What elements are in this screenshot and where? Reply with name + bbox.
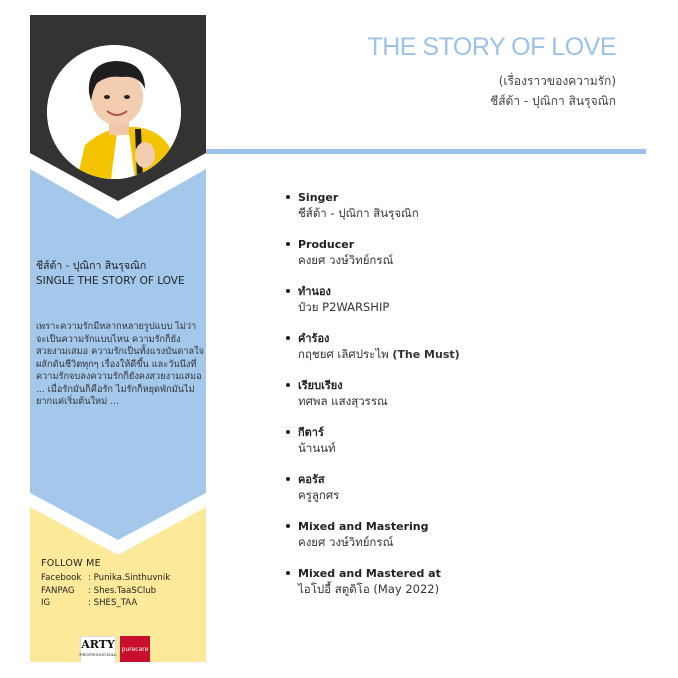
- credit-name-text: ครูลูกศร: [298, 488, 340, 502]
- follow-me-title: FOLLOW ME: [41, 558, 101, 569]
- page-title: THE STORY OF LOVE: [367, 33, 616, 61]
- credit-role: Producer: [298, 238, 355, 251]
- credit-item: [286, 285, 616, 332]
- follow-me-section: [41, 558, 201, 610]
- bullet-icon: [286, 430, 290, 434]
- credit-role: Singer: [298, 191, 339, 204]
- credit-name: [298, 581, 616, 597]
- credit-item: [286, 332, 616, 379]
- bullet-icon: [286, 242, 290, 246]
- bullet-icon: [286, 383, 290, 387]
- sidebar-artist-name: ชีส์ต้า - ปุณิกา สินรุจณิก: [36, 260, 147, 272]
- credit-name: [298, 487, 616, 503]
- artist-photo: [47, 45, 181, 179]
- credit-item: [286, 379, 616, 426]
- credit-role: คอรัส: [298, 473, 325, 486]
- credit-name: [298, 252, 616, 268]
- arty-logo-text: ARTY: [81, 638, 115, 651]
- credit-name: [298, 440, 616, 456]
- credit-name-text: ป๋วย P2WARSHIP: [298, 300, 390, 314]
- purecare-logo: [120, 636, 150, 662]
- bullet-icon: [286, 477, 290, 481]
- credit-name: [298, 346, 616, 363]
- credit-name-text: กฤชยศ เลิศประไพ: [298, 347, 389, 361]
- credits-list: [286, 191, 616, 614]
- credit-role: คำร้อง: [298, 332, 330, 345]
- follow-label: Facebook: [41, 573, 82, 583]
- follow-value: : SHES_TAA: [88, 598, 138, 608]
- follow-value: : Shes.TaaSClub: [88, 585, 157, 596]
- sidebar-description: เพราะความรักมีหลากหลายรูปแบบ ไม่ว่าจะเป็นความรักแบบไหน ความรักก็ยังสวยงามเสมอ ความรักเป็นทั้งแรงบันดาลใจ ผลักดันชีวิตทุกๆ เรื่องให้ดีขึ้น และวันนึงที่ความรักจบลงความรักก็ยังคงสวยงามเสมอ ... เมื่อรักมันก็คือรัก ไม่รักก็หยุดพักมันไม่ยากแค่เริ่มต้นใหม่ ...: [36, 321, 204, 407]
- follow-row-fanpage: [41, 585, 201, 598]
- sponsor-logos: [80, 636, 150, 662]
- credit-name-extra: (The Must): [392, 348, 460, 361]
- credit-role: กีตาร์: [298, 426, 324, 439]
- credit-name-text: ไอโปอี้ สตูดิโอ (May 2022): [298, 582, 440, 596]
- credit-name-text: น้านนท์: [298, 441, 336, 455]
- credit-name-text: คงยศ วงษ์วิทย์กรณ์: [298, 535, 394, 549]
- credit-name-text: ชีส์ต้า - ปุณิกา สินรุจณิก: [298, 206, 419, 220]
- bullet-icon: [286, 289, 290, 293]
- credit-role: Mixed and Mastering: [298, 520, 429, 533]
- divider-line: [206, 149, 646, 154]
- arty-logo-subtext: PROFESSIONAL: [79, 652, 117, 657]
- credit-item: [286, 238, 616, 285]
- credit-name: [298, 534, 616, 550]
- follow-label: FANPAG: [41, 585, 75, 596]
- bullet-icon: [286, 571, 290, 575]
- artist-banner: [30, 15, 206, 662]
- arty-logo: [80, 636, 116, 662]
- sidebar-single-label: SINGLE THE STORY OF LOVE: [36, 275, 185, 287]
- credit-name: [298, 299, 616, 315]
- follow-value: : Punika.Sinthuvnik: [88, 573, 171, 583]
- sidebar-artist-info: [36, 259, 202, 289]
- credit-role: Mixed and Mastered at: [298, 567, 441, 580]
- purecare-logo-text: purecare: [121, 646, 149, 653]
- bullet-icon: [286, 336, 290, 340]
- credit-name-text: ทศพล แสงสุวรรณ: [298, 394, 388, 408]
- credit-item: [286, 191, 616, 238]
- follow-row-ig: [41, 597, 201, 610]
- follow-row-facebook: [41, 572, 201, 585]
- credit-role: เรียบเรียง: [298, 379, 343, 392]
- bullet-icon: [286, 195, 290, 199]
- credit-role: ทำนอง: [298, 285, 331, 298]
- credit-item: [286, 426, 616, 473]
- credit-item: [286, 473, 616, 520]
- credit-name: [298, 393, 616, 409]
- credit-name: [298, 205, 616, 221]
- credit-item: [286, 520, 616, 567]
- credit-name-text: คงยศ วงษ์วิทย์กรณ์: [298, 253, 394, 267]
- bullet-icon: [286, 524, 290, 528]
- page-artist: ชีส์ต้า - ปุณิกา สินรุจณิก: [490, 94, 616, 108]
- follow-label: IG: [41, 598, 51, 608]
- credit-item: [286, 567, 616, 614]
- page-subtitle: (เรื่องราวของความรัก): [498, 74, 616, 88]
